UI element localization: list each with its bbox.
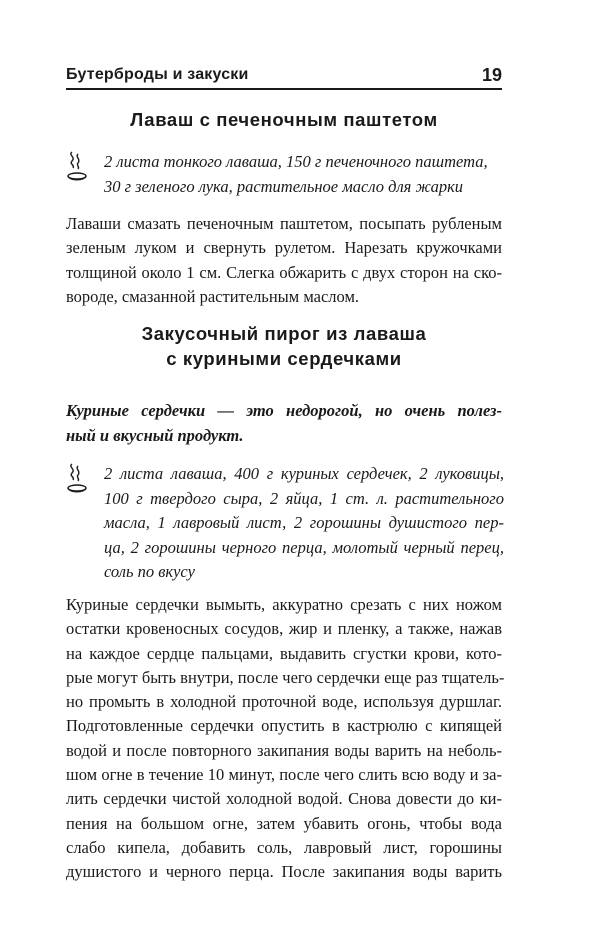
intro-line: Куриные сердечки — это недорогой, но очень полез- (66, 401, 502, 420)
text-line: но промыть в холодной проточной воде, используя дуршлаг. (66, 692, 502, 712)
ingredient-line: 100 г твердого сыра, 2 яйца, 1 ст. л. растительного (104, 488, 504, 508)
ingredient-line: соль по вкусу (104, 562, 195, 581)
ingredient-line: 2 листа тонкого лаваша, 150 г печеночного паштета, (104, 152, 488, 171)
text-line: Куриные сердечки вымыть, аккуратно срезать с них ножом (66, 595, 502, 614)
steaming-pot-icon (66, 462, 88, 496)
text-line: на каждое сердце пальцами, выдавить сгустки крови, кото- (66, 643, 502, 663)
text-line: Лаваши смазать печеночным паштетом, посыпать рубленым (66, 214, 502, 233)
recipe-title: Лаваш с печеночным паштетом (130, 109, 438, 130)
text-line: душистого и черного перца. После закипания воды варить (66, 862, 502, 882)
recipe-title-line-2: с куриными сердечками (166, 348, 402, 369)
text-line: лить сердечки чистой холодной водой. Снова довести до ки- (66, 789, 502, 809)
text-line: зеленым луком и свернуть рулетом. Нарезать кружочками (66, 238, 502, 258)
recipe-title-line-1: Закусочный пирог из лаваша (141, 323, 427, 344)
text-line: водой и после повторного закипания воды варить на неболь- (66, 740, 502, 760)
instructions-paragraph (66, 593, 505, 885)
ingredient-line: ца, 2 горошины черного перца, молотый черный перец, (104, 537, 504, 557)
section-title: Бутерброды и закуски (66, 66, 249, 83)
text-line: слабо кипела, добавить соль, лавровый лист, горошины (66, 837, 502, 857)
recipe-intro (66, 398, 502, 448)
text-line: Подготовленные сердечки опустить в кастрюлю с кипящей (66, 716, 502, 736)
text-line: пения на большом огне, затем убавить огонь, чтобы вода (66, 813, 502, 833)
intro-line: ный и вкусный продукт. (66, 426, 244, 445)
instructions-paragraph (66, 212, 502, 309)
ingredient-line: 2 листа лаваша, 400 г куриных сердечек, 2 луковицы, (104, 464, 504, 483)
steaming-pot-icon (66, 150, 88, 184)
text-line: рые могут быть внутри, после чего сердечки еще раз тщатель- (66, 667, 505, 687)
text-line: остатки кровеносных сосудов, жир и пленку, а также, нажав (66, 619, 502, 639)
text-line: вороде, смазанной растительным маслом. (66, 286, 360, 306)
ingredient-line: 30 г зеленого лука, растительное масло для жарки (104, 176, 464, 196)
running-header (66, 62, 502, 90)
text-line: толщиной около 1 см. Слегка обжарить с двух сторон на ско- (66, 262, 502, 282)
page-number: 19 (481, 65, 502, 85)
text-line: шом огне в течение 10 минут, после чего слить всю воду и за- (66, 765, 502, 785)
ingredient-line: масла, 1 лавровый лист, 2 горошины душистого пер- (104, 513, 504, 532)
